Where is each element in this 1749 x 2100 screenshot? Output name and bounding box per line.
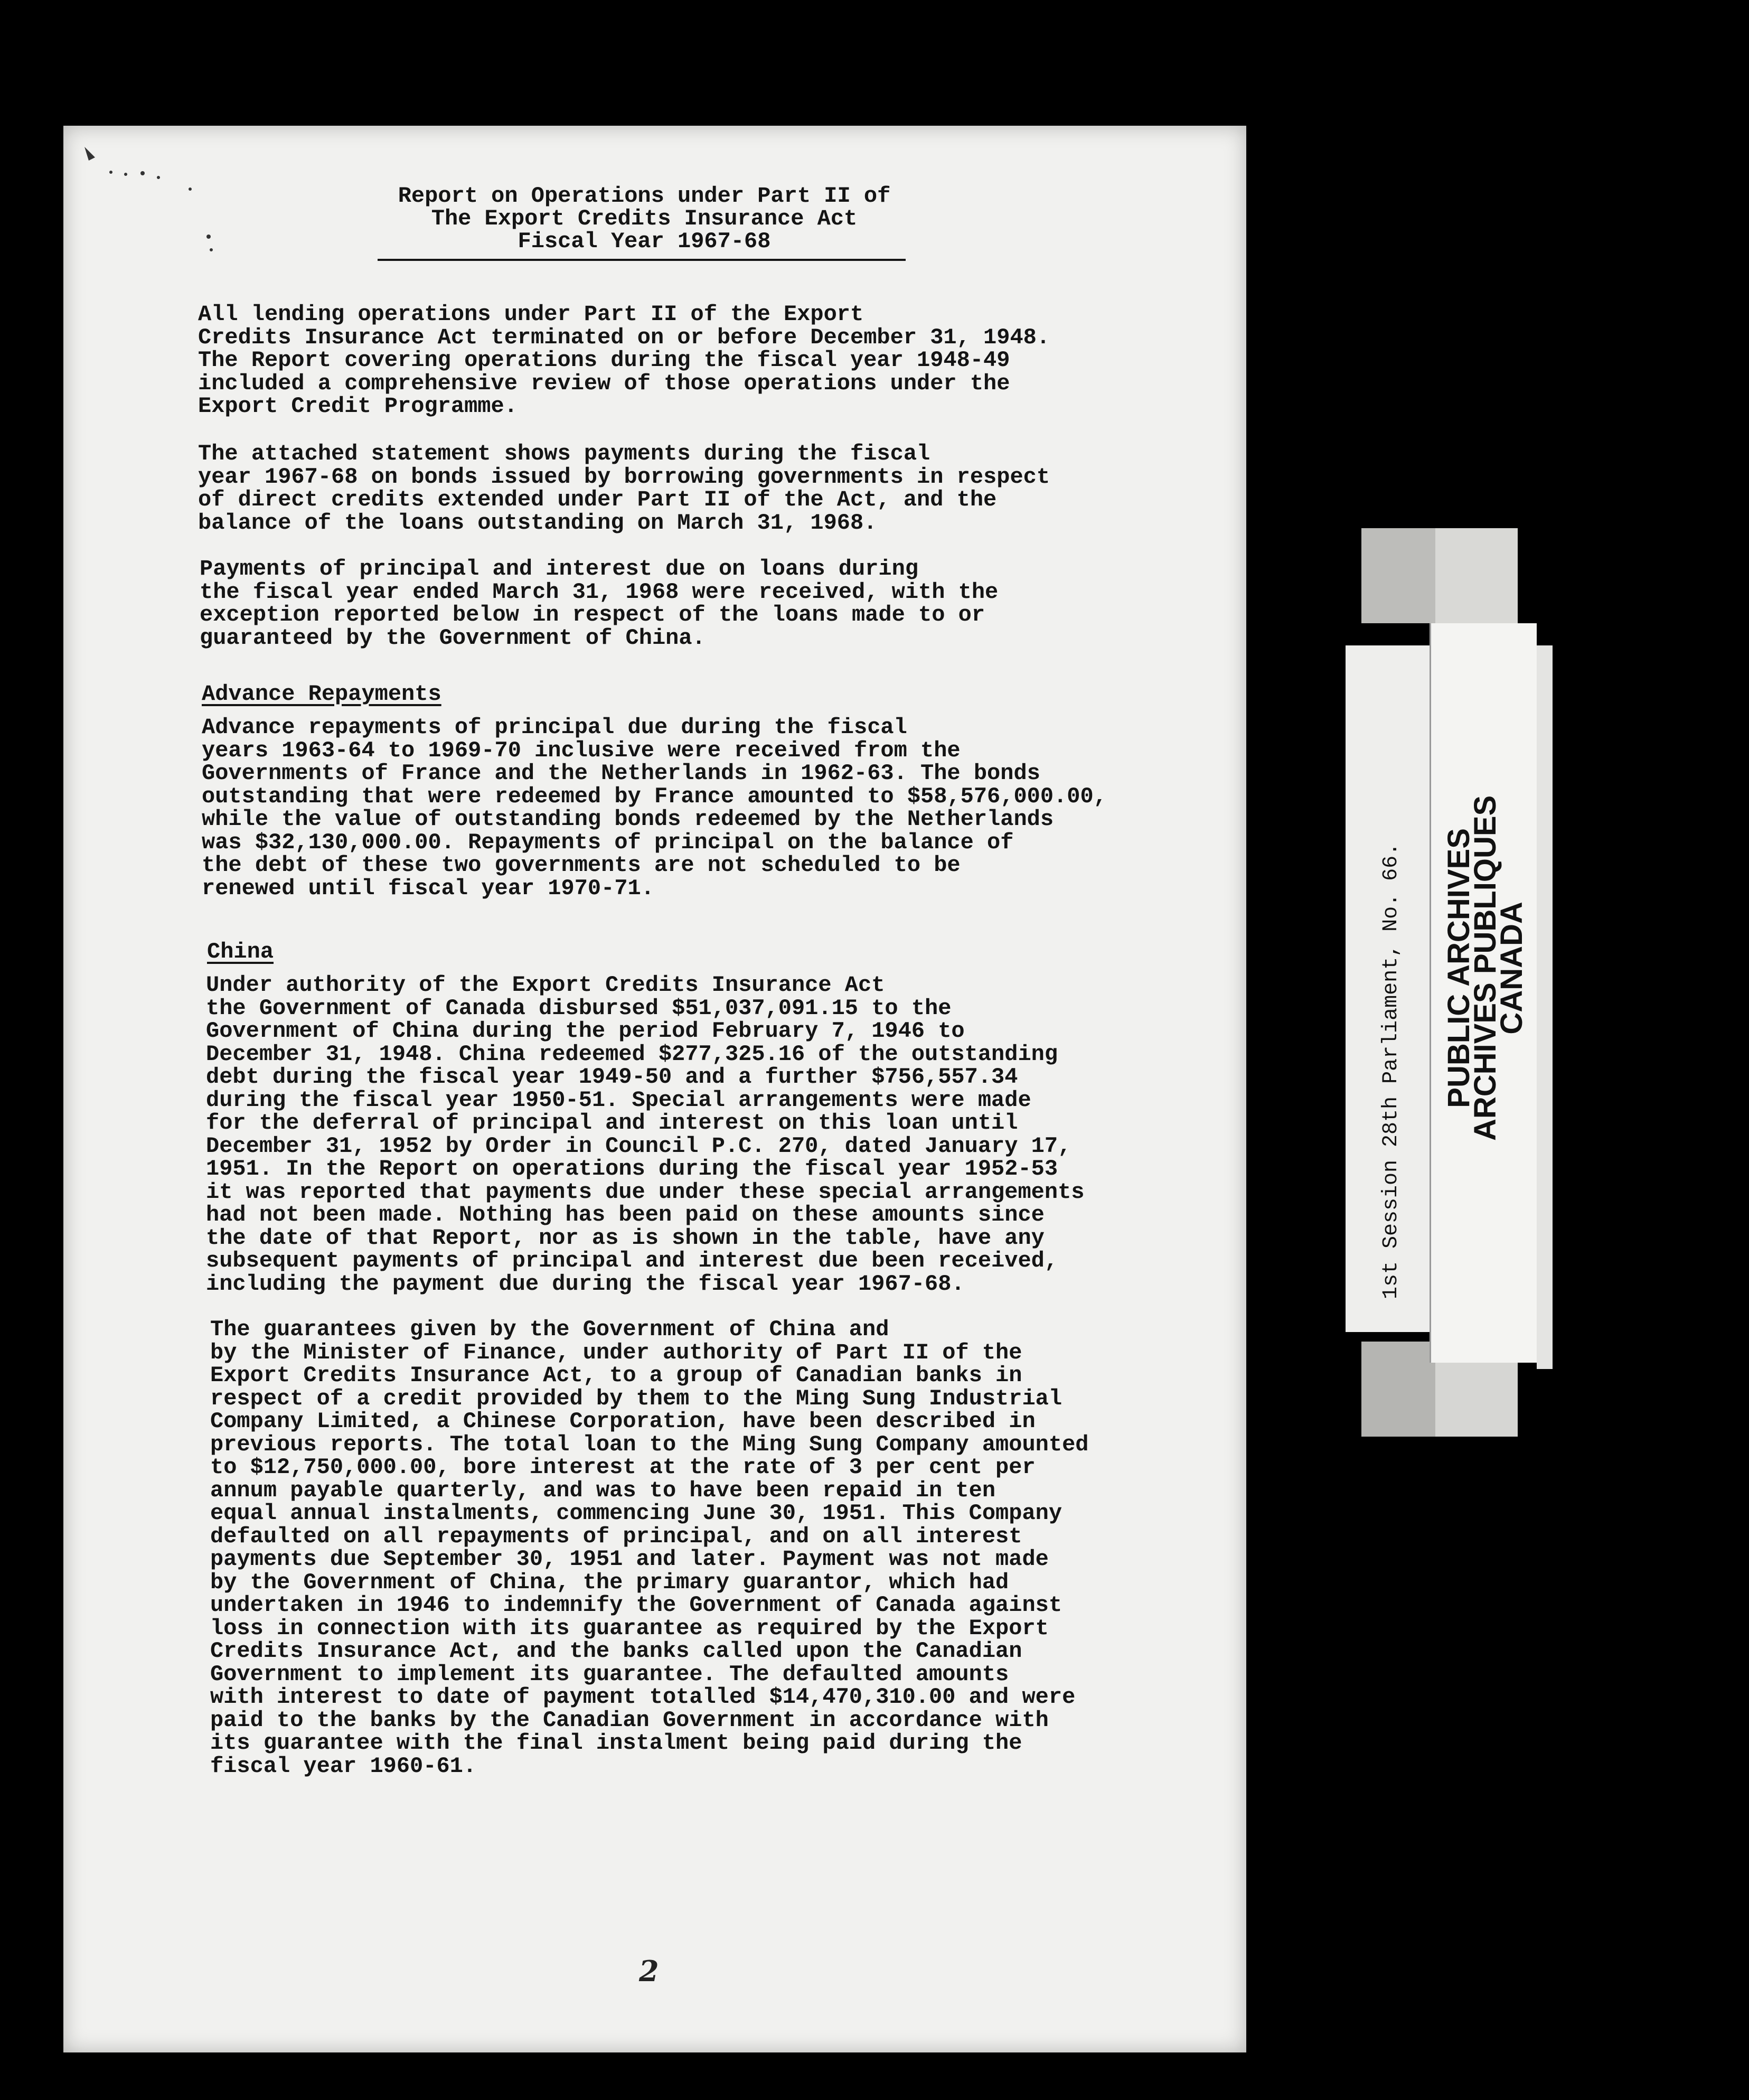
document-page xyxy=(63,126,1246,2052)
text-line: Governments of France and the Netherlands in 1962-63. The bonds xyxy=(202,761,1040,786)
archive-label-edge xyxy=(1537,645,1553,1369)
text-line: of direct credits extended under Part II of the Act, and the xyxy=(198,487,997,512)
text-line: Payments of principal and interest due on loans during xyxy=(200,556,919,582)
stamp-line: ARCHIVES PUBLIQUES xyxy=(1468,795,1502,1141)
text-line: subsequent payments of principal and interest due been received, xyxy=(206,1248,1058,1273)
text-line: annum payable quarterly, and was to have been repaid in ten xyxy=(210,1477,996,1503)
text-line: during the fiscal year 1950-51. Special arrangements were made xyxy=(206,1087,1031,1113)
text-line: loss in connection with its guarantee as required by the Export xyxy=(210,1615,1049,1641)
text-line: was $32,130,000.00. Repayments of principal on the balance of xyxy=(202,829,1014,855)
text-line: years 1963-64 to 1969-70 inclusive were received from the xyxy=(202,737,961,763)
text-line: the Government of Canada disbursed $51,037,091.15 to the xyxy=(206,995,952,1021)
text-line: by the Minister of Finance, under authority of Part II of the xyxy=(210,1339,1022,1365)
text-line: to $12,750,000.00, bore interest at the rate of 3 per cent per xyxy=(210,1455,1036,1480)
text-line: with interest to date of payment totalled $14,470,310.00 and were xyxy=(210,1684,1076,1710)
text-line: 1951. In the Report on operations during the fiscal year 1952-53 xyxy=(206,1156,1058,1182)
paragraph-ming-sung-guarantee xyxy=(210,1318,1088,1778)
stamp-line: PUBLIC ARCHIVES xyxy=(1442,828,1476,1108)
text-line: undertaken in 1946 to indemnify the Government of Canada against xyxy=(210,1592,1062,1618)
text-line: included a comprehensive review of those operations under the xyxy=(198,370,1010,396)
text-line: paid to the banks by the Canadian Government in accordance with xyxy=(210,1707,1049,1733)
text-line: balance of the loans outstanding on March 31, 1968. xyxy=(198,510,877,536)
text-line: Credits Insurance Act terminated on or before December 31, 1948. xyxy=(198,324,1050,350)
text-line: year 1967-68 on bonds issued by borrowing governments in respect xyxy=(198,464,1050,490)
title-line-3: Fiscal Year 1967-68 xyxy=(518,229,771,254)
scan-specks xyxy=(79,136,217,268)
text-line: guaranteed by the Government of China. xyxy=(200,625,706,651)
paragraph-china-loan xyxy=(206,974,1084,1296)
text-line: The Report covering operations during the fiscal year 1948-49 xyxy=(198,348,1010,373)
title-underline xyxy=(378,259,906,261)
heading-advance-repayments: Advance Repayments xyxy=(202,681,441,707)
text-line: the fiscal year ended March 31, 1968 were received, with the xyxy=(200,579,999,605)
paragraph-intro xyxy=(198,303,1050,418)
text-line: Export Credits Insurance Act, to a group of Canadian banks in xyxy=(210,1363,1022,1388)
paragraph-payments xyxy=(200,558,998,650)
text-line: the date of that Report, nor as is shown in the table, have any xyxy=(206,1225,1045,1251)
text-line: December 31, 1948. China redeemed $277,325.16 of the outstanding xyxy=(206,1041,1058,1067)
text-line: payments due September 30, 1951 and later. Payment was not made xyxy=(210,1546,1049,1572)
text-line: Government of China during the period February 7, 1946 to xyxy=(206,1018,965,1044)
text-line: Credits Insurance Act, and the banks called upon the Canadian xyxy=(210,1638,1022,1664)
text-line: The guarantees given by the Government of China and xyxy=(210,1317,889,1342)
text-line: All lending operations under Part II of the Export xyxy=(198,302,864,327)
page-number: 2 xyxy=(639,1954,659,1988)
text-line: respect of a credit provided by them to the Ming Sung Industrial xyxy=(210,1385,1062,1411)
text-line: defaulted on all repayments of principal, and on all interest xyxy=(210,1523,1022,1549)
archive-label-top-tab xyxy=(1361,528,1518,623)
stamp-line: CANADA xyxy=(1494,902,1529,1035)
text-line: Government to implement its guarantee. The defaulted amounts xyxy=(210,1661,1009,1687)
text-line: the debt of these two governments are not scheduled to be xyxy=(202,852,961,878)
paragraph-advance-repayments xyxy=(202,716,1107,900)
text-line: previous reports. The total loan to the Ming Sung Company amounted xyxy=(210,1431,1089,1457)
paragraph-attached-statement xyxy=(198,443,1050,535)
text-line: for the deferral of principal and interest on this loan until xyxy=(206,1110,1018,1136)
text-line: including the payment due during the fiscal year 1967-68. xyxy=(206,1271,965,1297)
text-line: its guarantee with the final instalment being paid during the xyxy=(210,1730,1022,1756)
text-line: while the value of outstanding bonds redeemed by the Netherlands xyxy=(202,807,1054,832)
text-line: Export Credit Programme. xyxy=(198,393,518,419)
text-line: Company Limited, a Chinese Corporation, have been described in xyxy=(210,1409,1036,1434)
text-line: December 31, 1952 by Order in Council P.C. 270, dated January 17, xyxy=(206,1133,1071,1159)
text-line: fiscal year 1960-61. xyxy=(210,1753,477,1779)
session-label: 1st Session 28th Parliament, No. 66. xyxy=(1379,842,1403,1299)
heading-china: China xyxy=(207,939,274,964)
title-line-1: Report on Operations under Part II of xyxy=(398,183,891,209)
text-line: equal annual instalments, commencing June 30, 1951. This Company xyxy=(210,1501,1062,1526)
text-line: Advance repayments of principal due during the fiscal xyxy=(202,715,907,740)
title-line-2: The Export Credits Insurance Act xyxy=(431,206,858,231)
text-line: by the Government of China, the primary guarantor, which had xyxy=(210,1569,1009,1595)
text-line: it was reported that payments due under these special arrangements xyxy=(206,1179,1085,1205)
text-line: Under authority of the Export Credits Insurance Act xyxy=(206,972,885,998)
report-title xyxy=(375,185,914,253)
text-line: outstanding that were redeemed by France amounted to $58,576,000.00, xyxy=(202,783,1107,809)
text-line: The attached statement shows payments during the fiscal xyxy=(198,441,930,466)
text-line: renewed until fiscal year 1970-71. xyxy=(202,875,654,901)
text-line: had not been made. Nothing has been paid on these amounts since xyxy=(206,1202,1045,1227)
public-archives-stamp xyxy=(1442,795,1529,1141)
text-line: debt during the fiscal year 1949-50 and a further $756,557.34 xyxy=(206,1064,1018,1090)
text-line: exception reported below in respect of the loans made to or xyxy=(200,602,985,627)
